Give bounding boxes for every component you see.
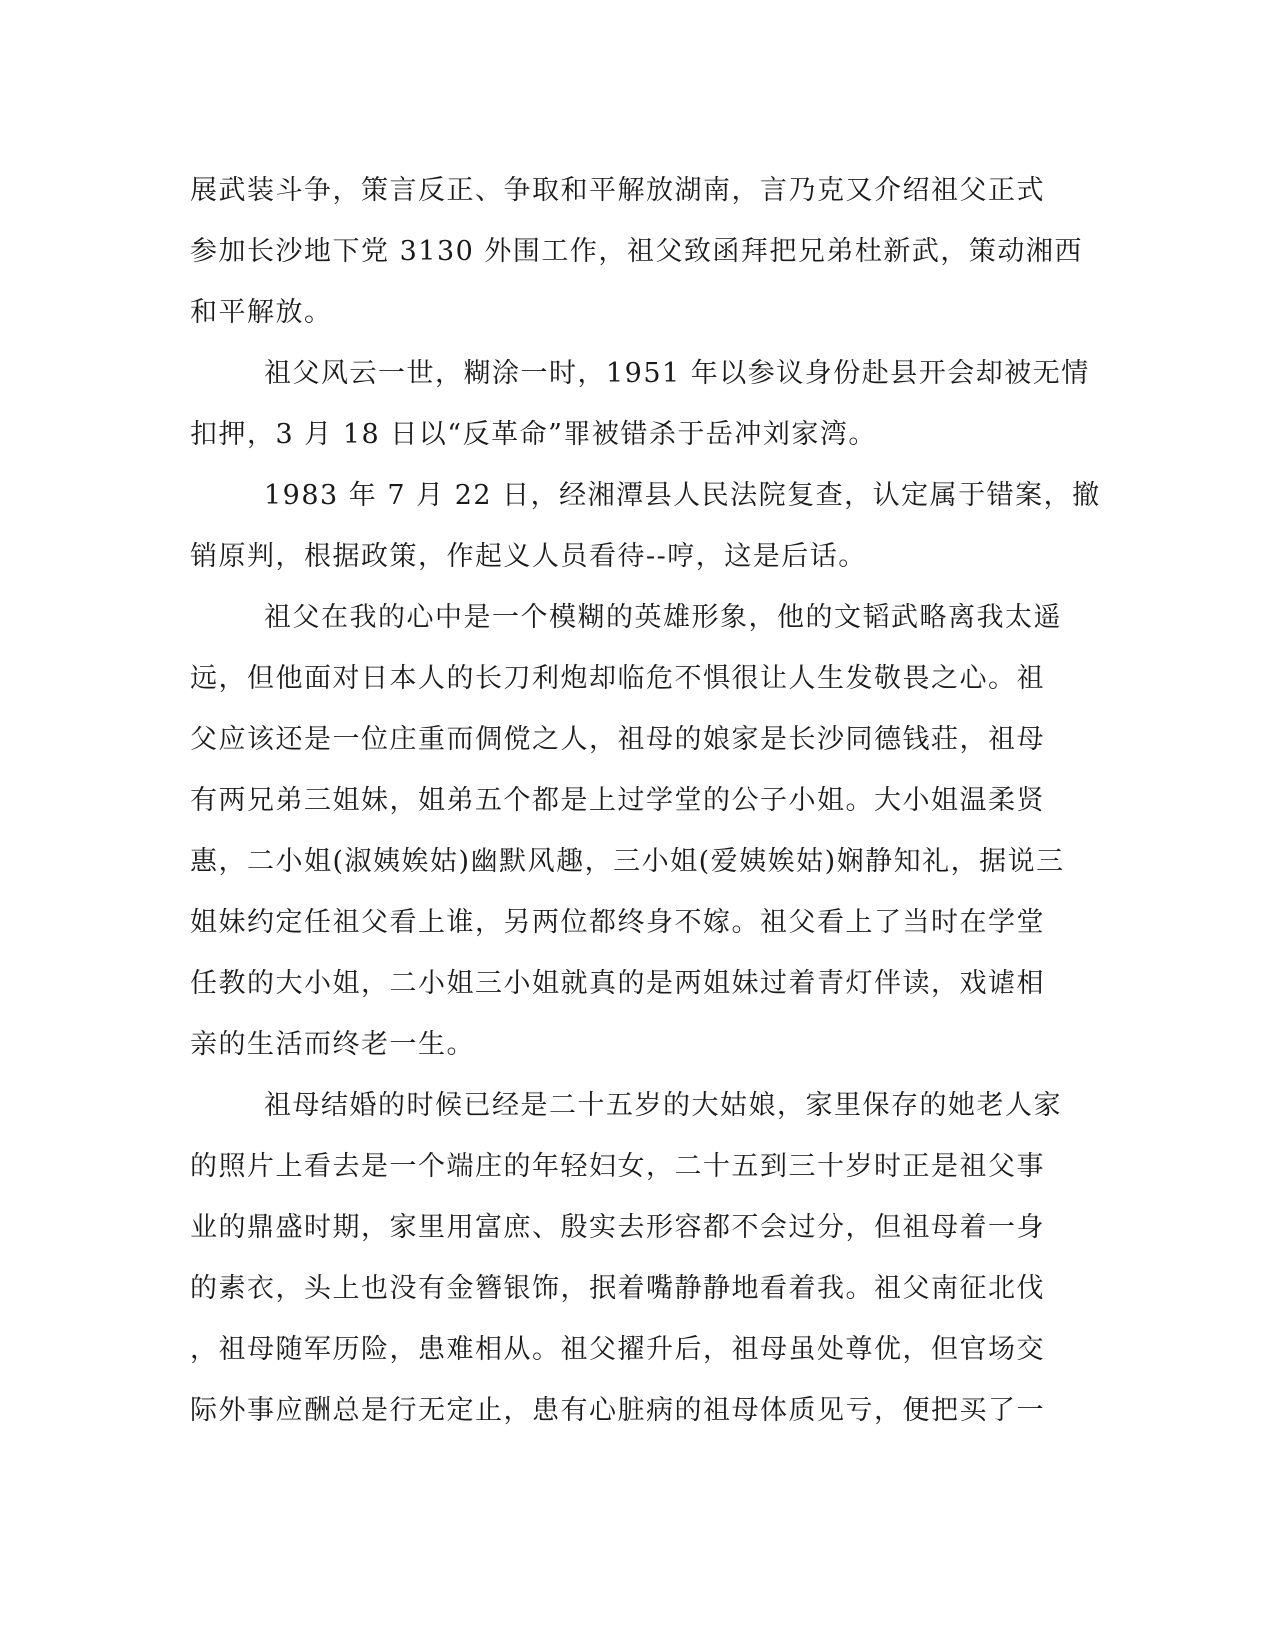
text-line: 参加长沙地下党 3130 外围工作，祖父致函拜把兄弟杜新武，策动湘西: [190, 236, 1083, 267]
paragraph: [190, 160, 1083, 343]
text-line: 祖父在我的心中是一个模糊的英雄形象，他的文韬武略离我太遥: [264, 602, 1062, 633]
paragraph: [190, 343, 1090, 465]
text-line: 任教的大小姐，二小姐三小姐就真的是两姐妹过着青灯伴读，戏谑相: [190, 968, 1045, 999]
text-line: 父应该还是一位庄重而倜傥之人，祖母的娘家是长沙同德钱荘，祖母: [190, 724, 1045, 755]
paragraph: [190, 587, 1080, 1075]
paragraph: [190, 465, 1101, 587]
text-line: 的照片上看去是一个端庄的年轻妇女，二十五到三十岁时正是祖父事: [190, 1151, 1045, 1182]
text-line: 和平解放。: [190, 297, 333, 328]
text-line: 远，但他面对日本人的长刀利炮却临危不惧很让人生发敬畏之心。祖: [190, 663, 1045, 694]
text-line: 1983 年 7 月 22 日，经湘潭县人民法院复查，认定属于错案，撤: [264, 480, 1101, 511]
text-line: 惠，二小姐(淑姨娭姑)幽默风趣，三小姐(爱姨娭姑)娴静知礼，据说三: [190, 846, 1065, 877]
text-line: 姐妹约定任祖父看上谁，另两位都终身不嫁。祖父看上了当时在学堂: [190, 907, 1045, 938]
text-line: 扣押，3 月 18 日以“反革命”罪被错杀于岳冲刘家湾。: [190, 419, 877, 450]
text-line: 亲的生活而终老一生。: [190, 1029, 475, 1060]
paragraph: [190, 1075, 1080, 1441]
text-line: 祖父风云一世，糊涂一时，1951 年以参议身份赴县开会却被无情: [264, 358, 1090, 389]
text-line: 有两兄弟三姐妹，姐弟五个都是上过学堂的公子小姐。大小姐温柔贤: [190, 785, 1045, 816]
text-line: ，祖母随军历险，患难相从。祖父擢升后，祖母虽处尊优，但官场交: [190, 1334, 1045, 1365]
text-line: 的素衣，头上也没有金簪银饰，抿着嘴静静地看着我。祖父南征北伐: [190, 1273, 1045, 1304]
text-line: 际外事应酬总是行无定止，患有心脏病的祖母体质见亏，便把买了一: [190, 1395, 1045, 1426]
text-line: 祖母结婚的时候已经是二十五岁的大姑娘，家里保存的她老人家: [264, 1090, 1062, 1121]
text-line: 展武装斗争，策言反正、争取和平解放湖南，言乃克又介绍祖父正式: [190, 175, 1045, 206]
body-text: [190, 160, 1101, 1441]
text-line: 业的鼎盛时期，家里用富庶、殷实去形容都不会过分，但祖母着一身: [190, 1212, 1045, 1243]
text-line: 销原判，根据政策，作起义人员看待--哼，这是后话。: [190, 541, 867, 572]
